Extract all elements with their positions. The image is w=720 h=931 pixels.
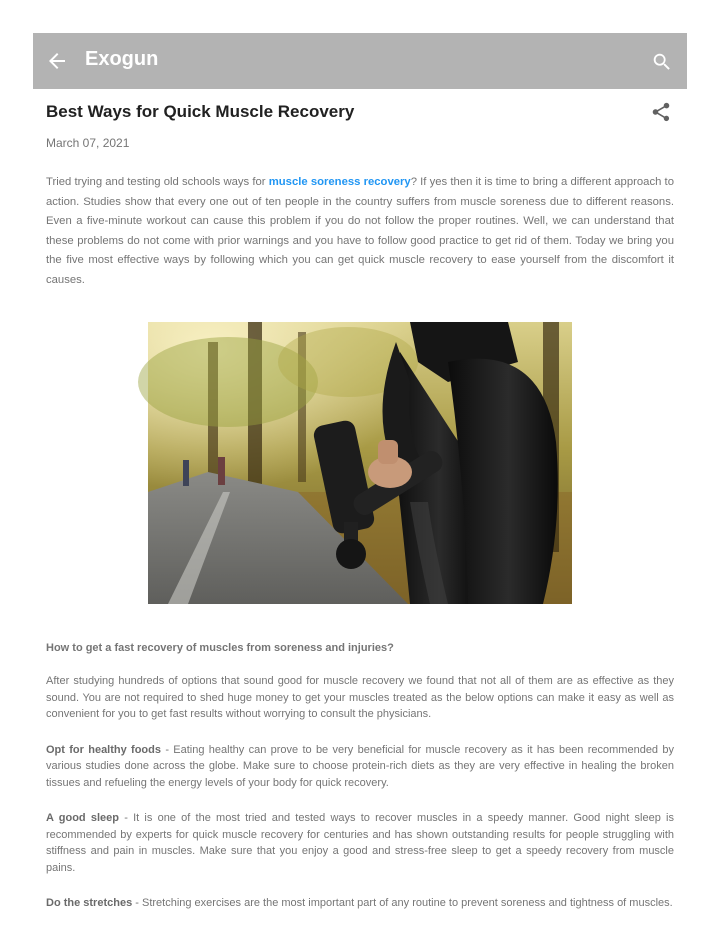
good-sleep-text: - It is one of the most tried and tested ways to recover muscles in a speedy manner. Good night sleep is recommended by experts for quick muscle recovery for centuries and has shown outstanding results for people struggling with stiffness and pain in muscles. Make sure that you enjoy a good and stress-free sleep to get a speedy recovery from muscle pains. bbox=[46, 812, 675, 874]
paragraph-healthy-foods bbox=[46, 742, 674, 792]
search-icon[interactable] bbox=[651, 51, 673, 73]
stretches-heading: Do the stretches bbox=[46, 897, 133, 909]
healthy-foods-heading: Opt for healthy foods bbox=[46, 743, 161, 756]
app-title[interactable]: Exogun bbox=[85, 48, 159, 70]
post-date: March 07, 2021 bbox=[46, 136, 130, 150]
post-title: Best Ways for Quick Muscle Recovery bbox=[46, 102, 355, 121]
post bbox=[33, 101, 687, 912]
muscle-soreness-link[interactable]: muscle soreness recovery bbox=[268, 176, 411, 188]
healthy-foods-text: - Eating healthy can prove to be very beneficial for muscle recovery as it has been recommended by various studies done across the globe. Make sure to choose protein-rich diets as they are very effective in healing the broken tissues and refueling the energy levels of your body for quick recovery. bbox=[46, 743, 674, 789]
intro-text-end: ? If yes then it is time to bring a different approach to action. Studies show that every one out of ten people in the country suffers from muscle soreness due to different reasons. Even a five-minute workout can cause this problem if you do not follow the proper routines. Well, we can understand that these problems do not come with prior warnings and you have to follow good practice to get rid of them. Today we bring you the five most effective ways by following which you can get quick muscle recovery to ease yourself from the discomfort it causes. bbox=[46, 176, 674, 286]
share-icon[interactable] bbox=[650, 101, 672, 123]
blog-page bbox=[33, 33, 687, 909]
intro-text-start: Tried trying and testing old schools ways for bbox=[46, 176, 269, 188]
intro-paragraph bbox=[46, 173, 674, 290]
post-image bbox=[148, 322, 572, 604]
paragraph-stretches bbox=[46, 895, 674, 912]
app-bar bbox=[33, 33, 687, 89]
paragraph-good-sleep bbox=[46, 810, 674, 876]
paragraph-research: After studying hundreds of options that sound good for muscle recovery we found that not all of them are as effective as they sound. You are not required to shed huge money to get your muscles treated as the below options can make it easy as well as convenient for you to get fast results without worrying to consult the physicians. bbox=[46, 675, 674, 720]
title-row bbox=[46, 101, 674, 127]
stretches-text: - Stretching exercises are the most important part of any routine to prevent soreness and tightness of muscles. bbox=[132, 897, 673, 909]
section-heading: How to get a fast recovery of muscles from soreness and injuries? bbox=[46, 642, 394, 654]
arrow-left-icon[interactable] bbox=[45, 49, 69, 73]
good-sleep-heading: A good sleep bbox=[46, 812, 119, 824]
